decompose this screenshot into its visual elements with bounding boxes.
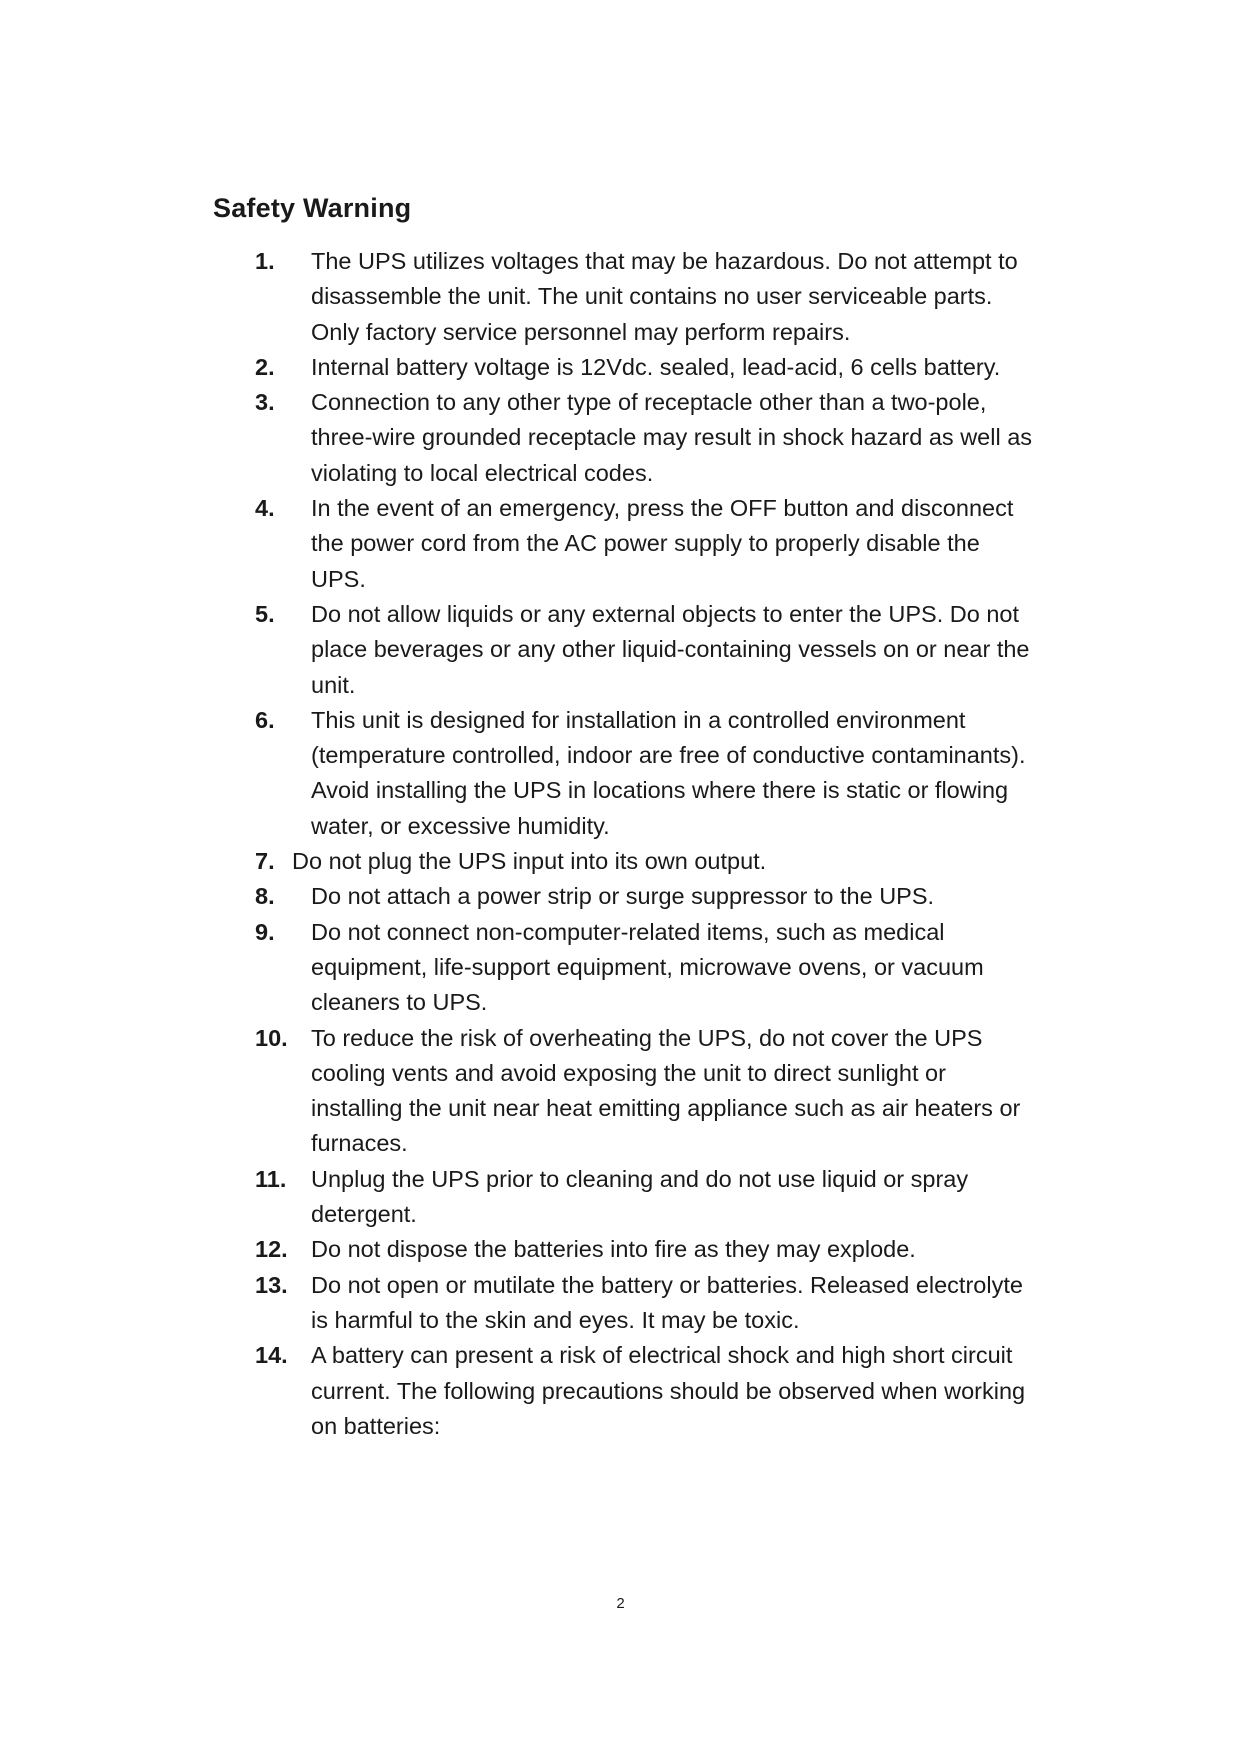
item-number: 2. [255, 353, 275, 380]
item-number: 9. [255, 918, 275, 945]
item-text: Do not connect non-computer-related items, such as medical equipment, life-support equipment, microwave ovens, or vacuum cleaners to UPS. [311, 918, 984, 1016]
item-text: Do not open or mutilate the battery or batteries. Released electrolyte is harmful to the skin and eyes. It may be toxic. [311, 1271, 1023, 1333]
list-item [255, 844, 1035, 879]
page-number: 2 [616, 1595, 625, 1612]
item-number: 8. [255, 883, 275, 910]
item-text: Do not allow liquids or any external objects to enter the UPS. Do not place beverages or any other liquid-containing vessels on or near the unit. [311, 600, 1030, 698]
item-number: 3. [255, 389, 275, 416]
list-item [255, 491, 1035, 597]
item-number: 13. [255, 1271, 288, 1298]
list-item [255, 244, 1035, 350]
list-item [255, 597, 1035, 703]
item-text: Do not attach a power strip or surge suppressor to the UPS. [311, 883, 935, 910]
item-number: 12. [255, 1236, 288, 1263]
item-text: Do not dispose the batteries into fire as they may explode. [311, 1236, 916, 1263]
item-number: 14. [255, 1342, 288, 1369]
list-item [255, 1268, 1035, 1339]
list-item [255, 1162, 1035, 1233]
list-item [255, 703, 1035, 844]
safety-warning-list [255, 244, 1035, 1444]
item-number: 1. [255, 248, 275, 274]
list-item [255, 915, 1035, 1021]
item-number: 11. [255, 1165, 287, 1192]
item-text: In the event of an emergency, press the OFF button and disconnect the power cord from the AC power supply to properly disable the UPS. [311, 495, 1014, 592]
list-item [255, 350, 1035, 385]
item-number: 5. [255, 600, 275, 627]
page-title: Safety Warning [213, 193, 412, 223]
item-number: 10. [255, 1024, 288, 1051]
list-item [255, 879, 1035, 914]
item-text: To reduce the risk of overheating the UPS, do not cover the UPS cooling vents and avoid exposing the unit to direct sunlight or installing the unit near heat emitting appliance such as air heaters or furnaces. [311, 1024, 1021, 1157]
item-text: A battery can present a risk of electrical shock and high short circuit current. The following precautions should be observed when working on batteries: [311, 1342, 1026, 1439]
item-number: 6. [255, 706, 275, 733]
item-text: Do not plug the UPS input into its own output. [292, 848, 767, 875]
list-item [255, 1021, 1035, 1162]
item-text: The UPS utilizes voltages that may be hazardous. Do not attempt to disassemble the unit. The unit contains no user serviceable parts. Only factory service personnel may perform repairs. [311, 248, 1018, 345]
item-text: Unplug the UPS prior to cleaning and do not use liquid or spray detergent. [311, 1165, 969, 1228]
item-number: 4. [255, 495, 275, 522]
list-item [255, 385, 1035, 491]
item-text: Internal battery voltage is 12Vdc. sealed, lead-acid, 6 cells battery. [311, 353, 1001, 380]
list-item [255, 1232, 1035, 1267]
list-item [255, 1338, 1035, 1444]
item-number: 7. [255, 848, 275, 875]
item-text: Connection to any other type of receptacle other than a two-pole, three-wire grounded receptacle may result in shock hazard as well as violating to local electrical codes. [311, 389, 1033, 486]
item-text: This unit is designed for installation in a controlled environment (temperature controlled, indoor are free of conductive contaminants). Avoid installing the UPS in locations where there is static or flowing water, or excessive humidity. [311, 706, 1026, 839]
